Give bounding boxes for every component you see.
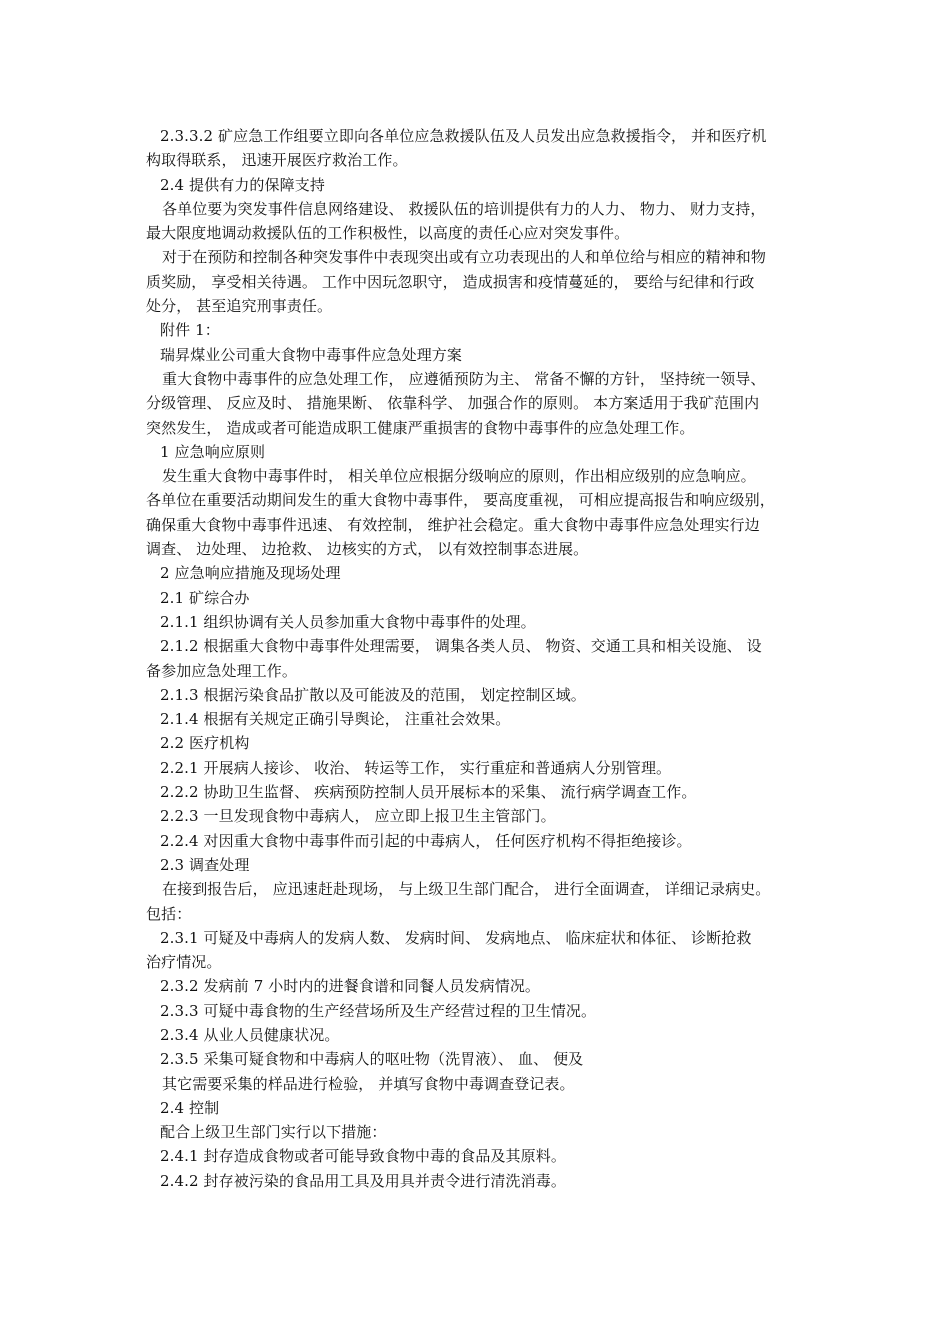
text-line: 2.1.2 根据重大食物中毒事件处理需要， 调集各类人员、 物资、交通工具和相关设施、 设 bbox=[160, 637, 762, 656]
text-line: 包括： bbox=[146, 904, 192, 923]
text-line: 附件 1： bbox=[160, 321, 220, 340]
text-line: 2.4.1 封存造成食物或者可能导致食物中毒的食品及其原料。 bbox=[160, 1147, 566, 1166]
text-line: 2.2.3 一旦发现食物中毒病人， 应立即上报卫生主管部门。 bbox=[160, 807, 556, 826]
text-line: 2.3.3.2 矿应急工作组要立即向各单位应急救援队伍及人员发出应急救援指令， 并和医疗机 bbox=[160, 127, 767, 145]
text-line: 重大食物中毒事件的应急处理工作， 应遵循预防为主、 常备不懈的方针， 坚持统一领导、 bbox=[162, 369, 766, 388]
text-line: 2.1.4 根据有关规定正确引导舆论， 注重社会效果。 bbox=[160, 710, 511, 729]
text-line: 确保重大食物中毒事件迅速、 有效控制， 维护社会稳定。重大食物中毒事件应急处理实行边 bbox=[146, 515, 760, 534]
text-line: 瑞昇煤业公司重大食物中毒事件应急处理方案 bbox=[160, 345, 463, 364]
text-line: 2.1.1 组织协调有关人员参加重大食物中毒事件的处理。 bbox=[160, 612, 536, 631]
text-line: 2.3 调查处理 bbox=[160, 855, 250, 874]
text-line: 最大限度地调动救援队伍的工作积极性，以高度的责任心应对突发事件。 bbox=[146, 224, 630, 243]
text-line: 2.4 控制 bbox=[160, 1098, 220, 1117]
text-line: 备参加应急处理工作。 bbox=[146, 661, 298, 680]
text-line: 其它需要采集的样品进行检验， 并填写食物中毒调查登记表。 bbox=[162, 1074, 575, 1093]
text-line: 2.4.2 封存被污染的食品用工具及用具并责令进行清洗消毒。 bbox=[160, 1171, 566, 1190]
text-line: 处分， 甚至追究刑事责任。 bbox=[146, 297, 333, 316]
text-line: 各单位在重要活动期间发生的重大食物中毒事件， 要高度重视， 可相应提高报告和响应级别， bbox=[146, 491, 775, 510]
text-line: 发生重大食物中毒事件时， 相关单位应根据分级响应的原则，作出相应级别的应急响应。 bbox=[162, 467, 756, 486]
text-line: 2.3.1 可疑及中毒病人的发病人数、 发病时间、 发病地点、 临床症状和体征、 诊断抢救 bbox=[160, 928, 752, 947]
text-line: 2.2.4 对因重大食物中毒事件而引起的中毒病人， 任何医疗机构不得拒绝接诊。 bbox=[160, 831, 692, 850]
text-line: 1 应急响应原则 bbox=[160, 442, 266, 461]
text-line: 配合上级卫生部门实行以下措施： bbox=[160, 1123, 387, 1142]
text-line: 2.3.3 可疑中毒食物的生产经营场所及生产经营过程的卫生情况。 bbox=[160, 1001, 597, 1020]
text-line: 治疗情况。 bbox=[146, 953, 222, 972]
text-line: 2.3.5 采集可疑食物和中毒病人的呕吐物（洗胃液）、 血、 便及 bbox=[160, 1050, 584, 1069]
text-line: 2.2 医疗机构 bbox=[160, 734, 250, 753]
text-line: 调查、 边处理、 边抢救、 边核实的方式， 以有效控制事态进展。 bbox=[146, 540, 589, 559]
text-line: 2.4 提供有力的保障支持 bbox=[160, 175, 325, 194]
document-page bbox=[146, 124, 810, 1193]
text-line: 2.1.3 根据污染食品扩散以及可能波及的范围， 划定控制区域。 bbox=[160, 685, 586, 704]
text-line: 2.2.2 协助卫生监督、 疾病预防控制人员开展标本的采集、 流行病学调查工作。 bbox=[160, 783, 697, 802]
text-line: 质奖励， 享受相关待遇。 工作中因玩忽职守， 造成损害和疫情蔓延的， 要给与纪律和行政 bbox=[146, 272, 755, 291]
text-line: 分级管理、 反应及时、 措施果断、 依靠科学、 加强合作的原则。 本方案适用于我矿范围内 bbox=[146, 394, 760, 413]
text-line: 各单位要为突发事件信息网络建设、 救援队伍的培训提供有力的人力、 物力、 财力支持， bbox=[162, 199, 766, 218]
text-line: 2.2.1 开展病人接诊、 收治、 转运等工作， 实行重症和普通病人分别管理。 bbox=[160, 758, 672, 777]
text-line: 2 应急响应措施及现场处理 bbox=[160, 564, 341, 583]
text-line: 突然发生， 造成或者可能造成职工健康严重损害的食物中毒事件的应急处理工作。 bbox=[146, 418, 695, 437]
text-line: 在接到报告后， 应迅速赶赴现场， 与上级卫生部门配合， 进行全面调查， 详细记录病史。 bbox=[162, 880, 771, 899]
text-line: 2.3.2 发病前 7 小时内的进餐食谱和同餐人员发病情况。 bbox=[160, 977, 541, 996]
text-line: 2.3.4 从业人员健康状况。 bbox=[160, 1025, 340, 1044]
text-line: 2.1 矿综合办 bbox=[160, 588, 250, 607]
text-line: 构取得联系， 迅速开展医疗救治工作。 bbox=[146, 151, 408, 170]
text-line: 对于在预防和控制各种突发事件中表现突出或有立功表现出的人和单位给与相应的精神和物 bbox=[162, 248, 767, 267]
